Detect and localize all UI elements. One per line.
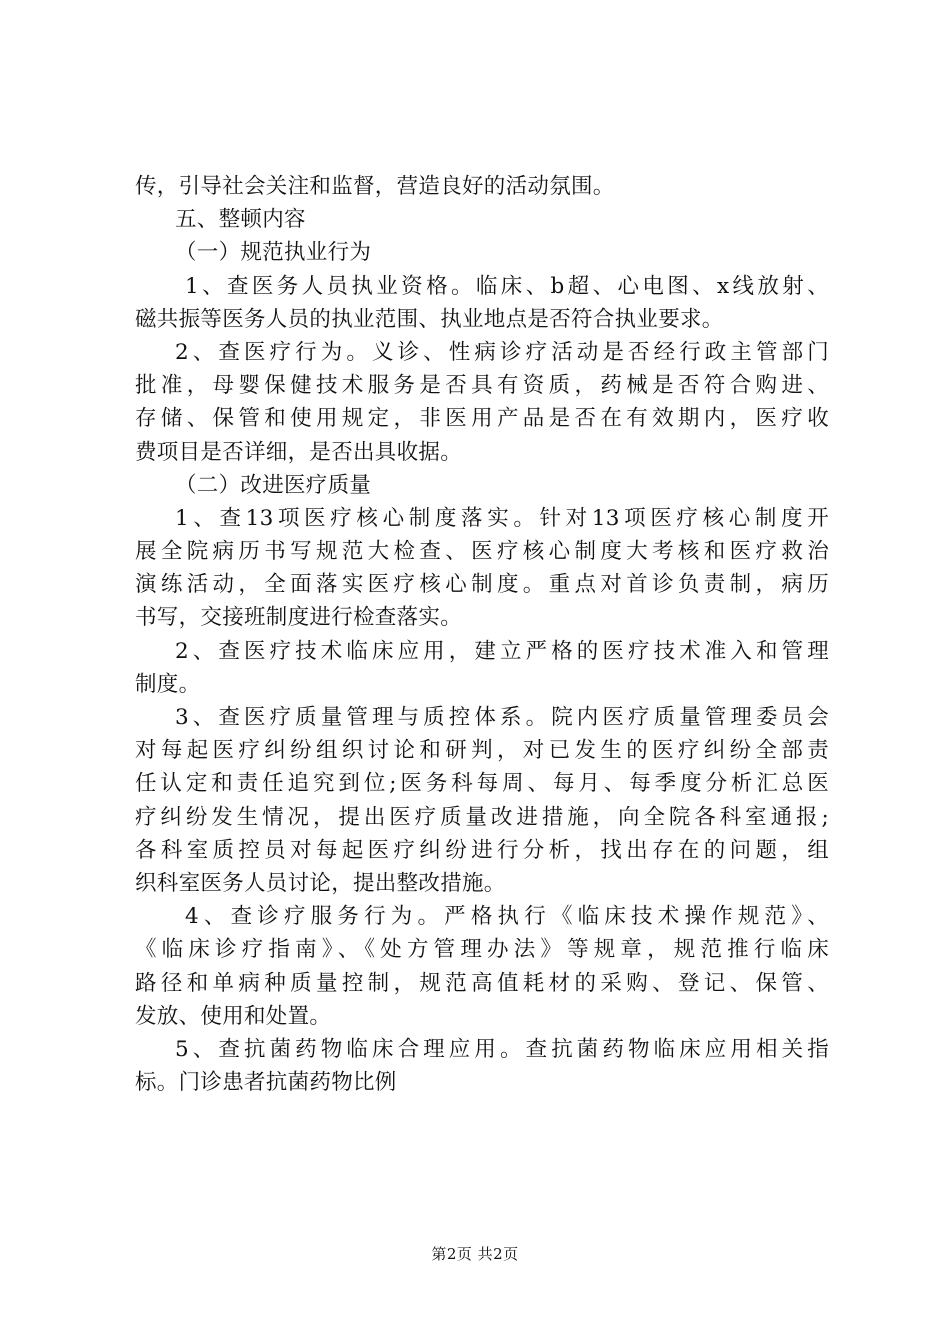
- paragraph-line: 磁共振等医务人员的执业范围、执业地点是否符合执业要求。: [135, 306, 724, 332]
- subsection-heading: （二）改进医疗质量: [175, 472, 372, 498]
- paragraph-line: 各科室质控员对每起医疗纠纷进行分析，找出存在的问题，组: [135, 837, 829, 863]
- document-body: [135, 170, 829, 1099]
- paragraph-line: 4、查诊疗服务行为。严格执行《临床技术操作规范》、: [185, 904, 829, 930]
- paragraph-line: 对每起医疗纠纷组织讨论和研判，对已发生的医疗纠纷全部责: [135, 738, 829, 764]
- paragraph-line: 展全院病历书写规范大检查、医疗核心制度大考核和医疗救治: [135, 539, 829, 565]
- paragraph-line: 1、查医务人员执业资格。临床、b超、心电图、x线放射、: [185, 273, 829, 299]
- paragraph-line: 1、查13项医疗核心制度落实。针对13项医疗核心制度开: [175, 505, 829, 531]
- paragraph-line: 5、查抗菌药物临床合理应用。查抗菌药物临床应用相关指: [175, 1036, 829, 1062]
- paragraph-line: 费项目是否详细，是否出具收据。: [135, 439, 463, 465]
- paragraph-line: 路径和单病种质量控制，规范高值耗材的采购、登记、保管、: [135, 970, 829, 996]
- paragraph-line: 2、查医疗行为。义诊、性病诊疗活动是否经行政主管部门: [175, 339, 829, 365]
- paragraph-line: 传，引导社会关注和监督，营造良好的活动氛围。: [135, 174, 615, 199]
- page-footer: 第2页 共2页: [431, 1245, 519, 1263]
- paragraph-line: 存储、保管和使用规定，非医用产品是否在有效期内，医疗收: [135, 406, 829, 432]
- paragraph-line: 演练活动，全面落实医疗核心制度。重点对首诊负责制，病历: [135, 572, 829, 598]
- section-heading: 五、整顿内容: [175, 207, 306, 233]
- paragraph-line: 任认定和责任追究到位;医务科每周、每月、每季度分析汇总医: [135, 771, 829, 797]
- paragraph-line: 织科室医务人员讨论，提出整改措施。: [135, 870, 506, 896]
- paragraph-line: 标。门诊患者抗菌药物比例: [135, 1070, 397, 1096]
- paragraph-line: 疗纠纷发生情况，提出医疗质量改进措施，向全院各科室通报;: [135, 804, 829, 830]
- subsection-heading: （一）规范执业行为: [175, 240, 372, 266]
- paragraph-line: 书写，交接班制度进行检查落实。: [135, 605, 463, 631]
- paragraph-line: 发放、使用和处置。: [135, 1003, 332, 1029]
- paragraph-line: 批准，母婴保健技术服务是否具有资质，药械是否符合购进、: [135, 373, 829, 399]
- paragraph-line: 《临床诊疗指南》、《处方管理办法》等规章，规范推行临床: [135, 937, 829, 963]
- paragraph-line: 制度。: [135, 671, 201, 697]
- paragraph-line: 2、查医疗技术临床应用，建立严格的医疗技术准入和管理: [175, 638, 829, 664]
- paragraph-line: 3、查医疗质量管理与质控体系。院内医疗质量管理委员会: [175, 705, 829, 730]
